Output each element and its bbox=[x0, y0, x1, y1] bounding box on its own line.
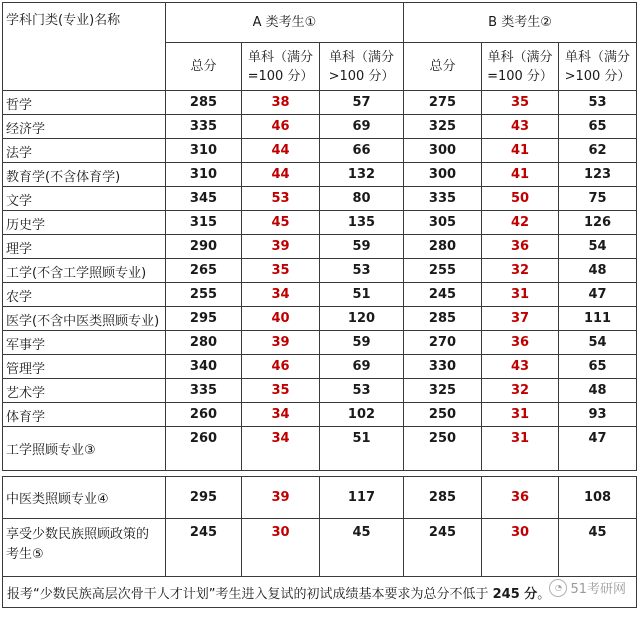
a-total: 335 bbox=[166, 379, 242, 403]
b-total: 280 bbox=[404, 235, 482, 259]
a-single-gt100: 51 bbox=[320, 283, 404, 307]
a-single-le100: 46 bbox=[242, 115, 320, 139]
footnote-suffix: 。 bbox=[537, 586, 551, 602]
a-single-le100: 39 bbox=[242, 331, 320, 355]
b-single-gt100: 47 bbox=[559, 427, 637, 471]
table-row bbox=[3, 139, 637, 163]
subject-name: 哲学 bbox=[3, 91, 166, 115]
footnote-score: 245 分 bbox=[492, 586, 538, 602]
a-total: 335 bbox=[166, 115, 242, 139]
b-total: 275 bbox=[404, 91, 482, 115]
watermark-text: 51考研网 bbox=[570, 582, 626, 597]
b-single-gt100-header: 单科（满分>100 分） bbox=[559, 43, 637, 91]
table-row bbox=[3, 519, 637, 577]
b-single-le100: 35 bbox=[482, 91, 559, 115]
subject-name: 中医类照顾专业④ bbox=[3, 477, 166, 519]
b-single-gt100: 126 bbox=[559, 211, 637, 235]
table-row bbox=[3, 355, 637, 379]
a-single-gt100: 53 bbox=[320, 259, 404, 283]
table-row bbox=[3, 187, 637, 211]
a-single-gt100: 132 bbox=[320, 163, 404, 187]
b-single-gt100: 54 bbox=[559, 331, 637, 355]
subject-name: 教育学(不含体育学) bbox=[3, 163, 166, 187]
b-single-le100: 43 bbox=[482, 115, 559, 139]
b-total: 250 bbox=[404, 427, 482, 471]
subject-name: 军事学 bbox=[3, 331, 166, 355]
b-single-le100: 37 bbox=[482, 307, 559, 331]
b-single-gt100: 45 bbox=[559, 519, 637, 577]
a-total: 245 bbox=[166, 519, 242, 577]
a-single-gt100-header: 单科（满分>100 分） bbox=[320, 43, 404, 91]
b-single-le100: 42 bbox=[482, 211, 559, 235]
b-single-gt100: 48 bbox=[559, 379, 637, 403]
table-row bbox=[3, 403, 637, 427]
table-row bbox=[3, 307, 637, 331]
b-single-le100: 41 bbox=[482, 139, 559, 163]
score-table bbox=[2, 2, 637, 608]
subject-name: 农学 bbox=[3, 283, 166, 307]
a-total: 260 bbox=[166, 403, 242, 427]
subject-name bbox=[3, 519, 166, 577]
a-single-gt100: 102 bbox=[320, 403, 404, 427]
b-single-gt100: 75 bbox=[559, 187, 637, 211]
b-single-gt100: 123 bbox=[559, 163, 637, 187]
b-total: 285 bbox=[404, 477, 482, 519]
table-row bbox=[3, 379, 637, 403]
a-total: 345 bbox=[166, 187, 242, 211]
a-single-le100: 44 bbox=[242, 139, 320, 163]
a-single-le100: 34 bbox=[242, 427, 320, 471]
b-single-gt100: 54 bbox=[559, 235, 637, 259]
a-single-gt100: 45 bbox=[320, 519, 404, 577]
b-total: 245 bbox=[404, 283, 482, 307]
a-total: 260 bbox=[166, 427, 242, 471]
table-row bbox=[3, 477, 637, 519]
b-total: 325 bbox=[404, 115, 482, 139]
b-single-le100: 36 bbox=[482, 235, 559, 259]
subject-name-line1: 享受少数民族照顾政策的 bbox=[6, 527, 150, 542]
a-single-gt100: 53 bbox=[320, 379, 404, 403]
a-total-header: 总分 bbox=[166, 43, 242, 91]
a-single-gt100: 51 bbox=[320, 427, 404, 471]
table-row bbox=[3, 235, 637, 259]
a-single-gt100: 59 bbox=[320, 235, 404, 259]
b-single-gt100: 53 bbox=[559, 91, 637, 115]
a-single-le100: 30 bbox=[242, 519, 320, 577]
b-single-gt100: 93 bbox=[559, 403, 637, 427]
a-single-gt100: 135 bbox=[320, 211, 404, 235]
a-single-le100: 39 bbox=[242, 235, 320, 259]
b-single-le100: 32 bbox=[482, 379, 559, 403]
wechat-icon: ◔ bbox=[549, 579, 567, 597]
a-single-gt100: 69 bbox=[320, 115, 404, 139]
b-total: 270 bbox=[404, 331, 482, 355]
b-single-le100: 31 bbox=[482, 427, 559, 471]
a-single-le100: 35 bbox=[242, 379, 320, 403]
b-total: 245 bbox=[404, 519, 482, 577]
table-row bbox=[3, 115, 637, 139]
subject-name: 经济学 bbox=[3, 115, 166, 139]
subject-name: 艺术学 bbox=[3, 379, 166, 403]
note-row bbox=[3, 577, 637, 608]
a-single-le100: 46 bbox=[242, 355, 320, 379]
table-row bbox=[3, 211, 637, 235]
subject-name: 法学 bbox=[3, 139, 166, 163]
b-single-gt100: 65 bbox=[559, 355, 637, 379]
b-total: 300 bbox=[404, 139, 482, 163]
group-b-header: B 类考生② bbox=[404, 3, 637, 43]
b-single-gt100: 108 bbox=[559, 477, 637, 519]
a-single-gt100: 57 bbox=[320, 91, 404, 115]
b-single-le100: 50 bbox=[482, 187, 559, 211]
b-total: 285 bbox=[404, 307, 482, 331]
a-total: 280 bbox=[166, 331, 242, 355]
subject-name: 医学(不含中医类照顾专业) bbox=[3, 307, 166, 331]
a-single-gt100: 69 bbox=[320, 355, 404, 379]
group-a-header: A 类考生① bbox=[166, 3, 404, 43]
a-single-le100: 34 bbox=[242, 403, 320, 427]
a-single-le100-header: 单科（满分=100 分） bbox=[242, 43, 320, 91]
a-single-le100: 38 bbox=[242, 91, 320, 115]
table-row bbox=[3, 427, 637, 471]
b-single-le100: 31 bbox=[482, 403, 559, 427]
b-single-gt100: 62 bbox=[559, 139, 637, 163]
a-single-le100: 34 bbox=[242, 283, 320, 307]
table-row bbox=[3, 259, 637, 283]
a-single-gt100: 120 bbox=[320, 307, 404, 331]
footnote-prefix: 报考“少数民族高层次骨干人才计划”考生进入复试的初试成绩基本要求为总分不低于 bbox=[7, 586, 493, 602]
subject-name: 体育学 bbox=[3, 403, 166, 427]
subject-name-line2: 考生⑤ bbox=[6, 547, 44, 562]
subject-name: 工学照顾专业③ bbox=[3, 427, 166, 471]
a-total: 295 bbox=[166, 307, 242, 331]
b-total: 300 bbox=[404, 163, 482, 187]
a-single-le100: 40 bbox=[242, 307, 320, 331]
b-single-le100: 36 bbox=[482, 331, 559, 355]
b-single-le100: 36 bbox=[482, 477, 559, 519]
b-single-gt100: 111 bbox=[559, 307, 637, 331]
subject-name: 管理学 bbox=[3, 355, 166, 379]
a-total: 290 bbox=[166, 235, 242, 259]
a-total: 340 bbox=[166, 355, 242, 379]
watermark bbox=[549, 578, 626, 597]
a-total: 310 bbox=[166, 139, 242, 163]
a-single-gt100: 80 bbox=[320, 187, 404, 211]
a-single-le100: 45 bbox=[242, 211, 320, 235]
corner-header: 学科门类(专业)名称 bbox=[3, 3, 166, 91]
table-row bbox=[3, 91, 637, 115]
footnote bbox=[3, 577, 637, 608]
b-single-le100-header: 单科（满分=100 分） bbox=[482, 43, 559, 91]
a-total: 315 bbox=[166, 211, 242, 235]
b-total-header: 总分 bbox=[404, 43, 482, 91]
b-single-gt100: 65 bbox=[559, 115, 637, 139]
b-single-le100: 30 bbox=[482, 519, 559, 577]
subject-name: 文学 bbox=[3, 187, 166, 211]
b-total: 335 bbox=[404, 187, 482, 211]
subject-name: 历史学 bbox=[3, 211, 166, 235]
a-total: 310 bbox=[166, 163, 242, 187]
b-total: 255 bbox=[404, 259, 482, 283]
a-single-gt100: 59 bbox=[320, 331, 404, 355]
b-single-le100: 31 bbox=[482, 283, 559, 307]
a-total: 265 bbox=[166, 259, 242, 283]
subject-name: 理学 bbox=[3, 235, 166, 259]
a-single-gt100: 117 bbox=[320, 477, 404, 519]
b-total: 305 bbox=[404, 211, 482, 235]
b-single-le100: 43 bbox=[482, 355, 559, 379]
a-single-le100: 53 bbox=[242, 187, 320, 211]
a-single-gt100: 66 bbox=[320, 139, 404, 163]
a-total: 295 bbox=[166, 477, 242, 519]
b-single-gt100: 48 bbox=[559, 259, 637, 283]
a-single-le100: 35 bbox=[242, 259, 320, 283]
b-total: 250 bbox=[404, 403, 482, 427]
b-total: 330 bbox=[404, 355, 482, 379]
table-row bbox=[3, 163, 637, 187]
subject-name: 工学(不含工学照顾专业) bbox=[3, 259, 166, 283]
table-row bbox=[3, 283, 637, 307]
a-single-le100: 44 bbox=[242, 163, 320, 187]
a-single-le100: 39 bbox=[242, 477, 320, 519]
a-total: 285 bbox=[166, 91, 242, 115]
table-row bbox=[3, 331, 637, 355]
a-total: 255 bbox=[166, 283, 242, 307]
b-single-le100: 32 bbox=[482, 259, 559, 283]
b-single-le100: 41 bbox=[482, 163, 559, 187]
b-single-gt100: 47 bbox=[559, 283, 637, 307]
b-total: 325 bbox=[404, 379, 482, 403]
